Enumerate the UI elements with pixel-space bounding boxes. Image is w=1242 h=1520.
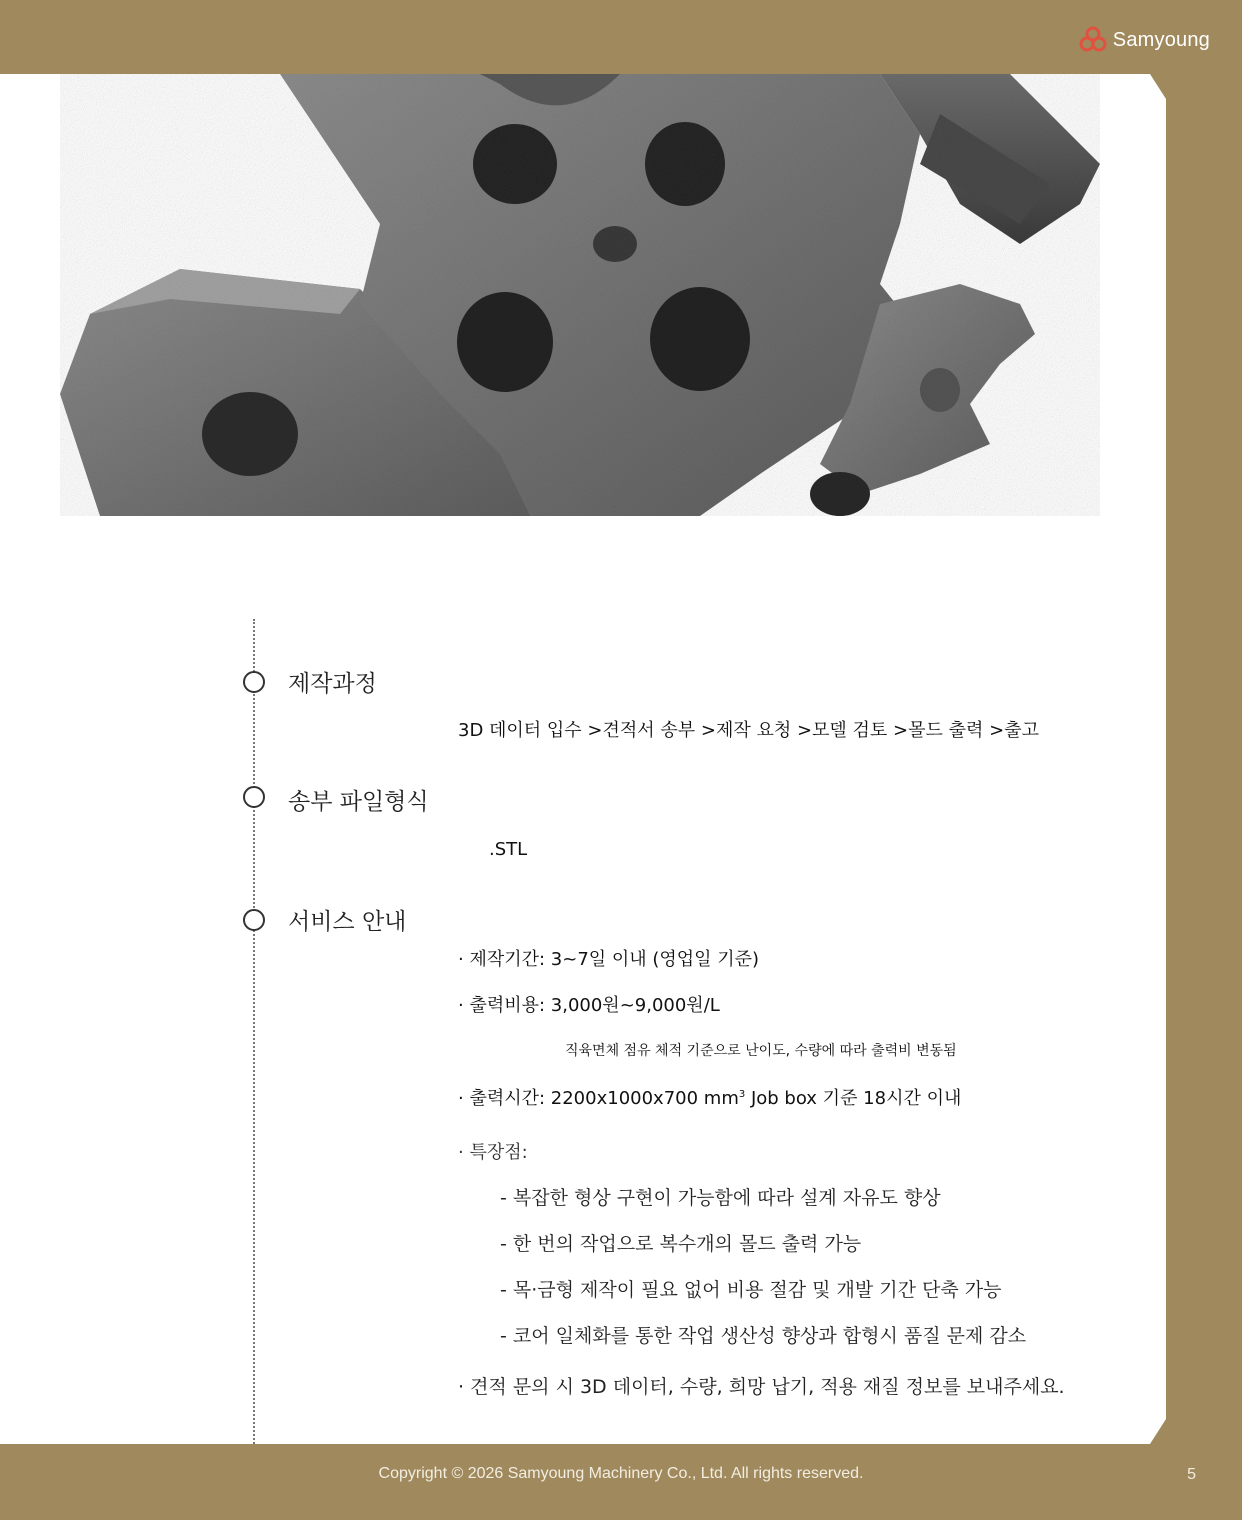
- top-bar: [0, 0, 1242, 74]
- timeline-node-process: [243, 671, 265, 693]
- section-title-service: 서비스 안내: [288, 909, 407, 935]
- section-title-process: 제작과정: [288, 671, 377, 697]
- service-time-unit-sup: 3: [738, 1089, 746, 1100]
- sand-mold-core-image: [60, 74, 1110, 516]
- timeline-node-file-format: [243, 786, 265, 808]
- brand-logo[interactable]: [1079, 26, 1210, 54]
- service-time: [458, 1084, 961, 1110]
- feature-item: - 코어 일체화를 통한 작업 생산성 향상과 합형시 품질 문제 감소: [500, 1325, 1027, 1347]
- service-inquiry: · 견적 문의 시 3D 데이터, 수량, 희망 납기, 적용 재질 정보를 보내주세요.: [458, 1376, 1065, 1398]
- section-title-file-format: 송부 파일형식: [288, 789, 429, 815]
- service-cost-note: 직육면체 점유 체적 기준으로 난이도, 수량에 따라 출력비 변동됨: [565, 1043, 957, 1059]
- service-time-prefix: · 출력시간: 2200x1000x700 mm: [458, 1088, 739, 1109]
- service-cost: · 출력비용: 3,000원~9,000원/L: [458, 995, 720, 1016]
- timeline-line: [253, 619, 255, 1444]
- brand-name: Samyoung: [1112, 28, 1210, 51]
- file-format-value: .STL: [489, 839, 528, 860]
- page-number: 5: [1187, 1466, 1196, 1483]
- service-features-label: · 특장점:: [458, 1142, 528, 1163]
- feature-item: - 한 번의 작업으로 복수개의 몰드 출력 가능: [500, 1233, 862, 1255]
- feature-item: - 목·금형 제작이 필요 없어 비용 절감 및 개발 기간 단축 가능: [500, 1279, 1002, 1301]
- samyoung-logo-icon: [1079, 26, 1107, 54]
- service-period: · 제작기간: 3~7일 이내 (영업일 기준): [458, 949, 760, 970]
- service-time-suffix: Job box 기준 18시간 이내: [745, 1088, 962, 1109]
- feature-item: - 복잡한 형상 구현이 가능함에 따라 설계 자유도 향상: [500, 1187, 941, 1209]
- timeline-node-service: [243, 909, 265, 931]
- process-steps: 3D 데이터 입수 >견적서 송부 >제작 요청 >모델 검토 >몰드 출력 >출고: [458, 720, 1039, 741]
- copyright-text: Copyright © 2026 Samyoung Machinery Co., Ltd. All rights reserved.: [378, 1465, 864, 1482]
